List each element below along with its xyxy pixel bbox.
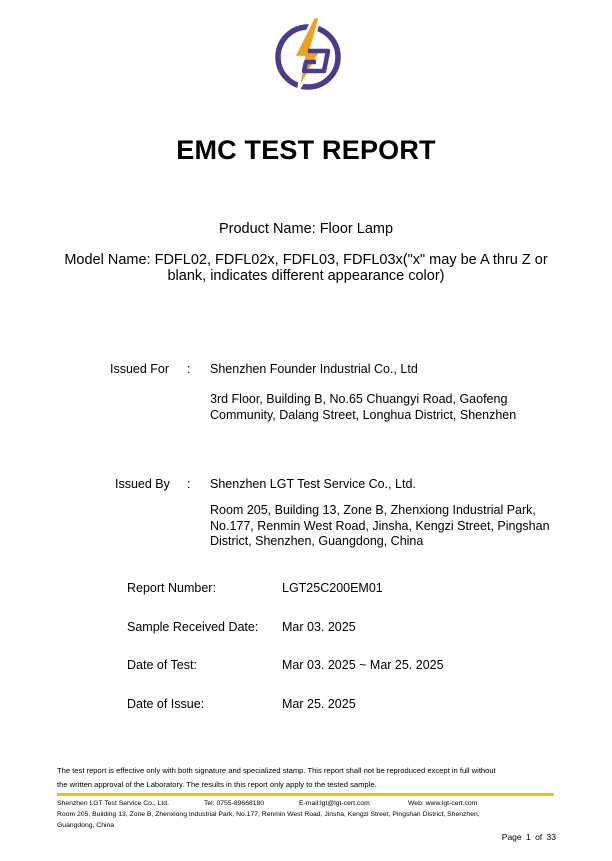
issued-by-address: [210, 503, 550, 550]
report-number-label: Report Number:: [127, 581, 216, 595]
footer-email: E-mail:lgt@lgt-cert.com: [299, 800, 370, 807]
issued-by-address-line-2: No.177, Renmin West Road, Jinsha, Kengzi Street, Pingshan: [210, 518, 550, 533]
lgt-logo: [270, 15, 346, 93]
page-number: Page 1 of 33: [501, 832, 556, 842]
report-number-value: LGT25C200EM01: [282, 581, 383, 595]
date-of-test-value: Mar 03. 2025 ~ Mar 25. 2025: [282, 658, 444, 672]
footer-divider: [57, 793, 554, 796]
issued-for-address-line-1: 3rd Floor, Building B, No.65 Chuangyi Road, Gaofeng: [210, 392, 508, 406]
validity-notice: [57, 764, 562, 792]
issued-by-address-line-3: District, Shenzhen, Guangdong, China: [210, 534, 424, 548]
issued-for-address-line-2: Community, Dalang Street, Longhua District, Shenzhen: [210, 407, 517, 422]
footer-address-line-1: Room 205, Building 13, Zone B, Zhenxiong Industrial Park, No.177, Renmin West Road, Jinsha, Kengzi Street, Pingshan District, Shenzhen,: [57, 811, 480, 818]
date-of-issue-label: Date of Issue:: [127, 697, 205, 711]
validity-notice-line-1: The test report is effective only with both signature and specialized stamp. This report shall not be reproduced except in full without: [57, 766, 496, 775]
model-line-2: blank, indicates different appearance color): [167, 268, 445, 284]
footer-company: Shenzhen LGT Test Service Co., Ltd.: [57, 800, 169, 807]
footer-address-line-2: Guangdong, China: [57, 821, 115, 829]
model-line-1: Model Name: FDFL02, FDFL02x, FDFL03, FDFL03x("x" may be A thru Z or: [64, 252, 548, 268]
issued-by-address-line-1: Room 205, Building 13, Zone B, Zhenxiong Industrial Park,: [210, 503, 536, 517]
issued-for-company: Shenzhen Founder Industrial Co., Ltd: [210, 362, 418, 376]
issued-by-company: Shenzhen LGT Test Service Co., Ltd.: [210, 477, 416, 491]
date-of-test-label: Date of Test:: [127, 658, 197, 672]
issued-by-label: Issued By: [115, 477, 170, 491]
date-of-issue-value: Mar 25. 2025: [282, 697, 356, 711]
issued-for-address: [210, 392, 516, 423]
issued-for-label: Issued For: [110, 362, 170, 376]
sample-received-label: Sample Received Date:: [127, 620, 259, 634]
footer-tel: Tel: 0755-89668180: [204, 800, 265, 807]
footer-web: Web: www.lgt-cert.com: [408, 800, 478, 807]
issued-for-colon: :: [187, 362, 191, 376]
product-name: Product Name: Floor Lamp: [218, 221, 394, 237]
report-title: EMC TEST REPORT: [176, 135, 436, 165]
model-name: [50, 252, 562, 284]
validity-notice-line-2: the written approval of the Laboratory. The results in this report only apply to the tested sample.: [57, 780, 377, 789]
footer-address: [57, 810, 557, 831]
sample-received-value: Mar 03. 2025: [282, 620, 356, 634]
issued-by-colon: :: [187, 477, 191, 491]
